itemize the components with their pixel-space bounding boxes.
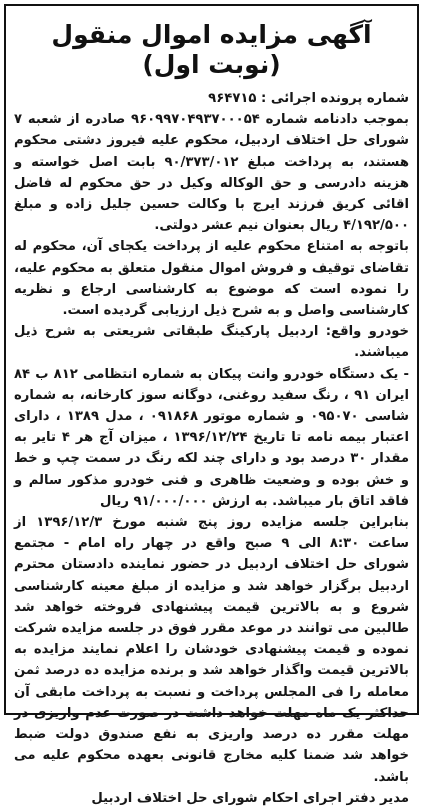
notice-frame (4, 4, 419, 806)
paragraph-request: باتوجه به امتناع محکوم علیه از پرداخت یکجای آن، محکوم له تقاضای توقیف و فروش اموال منقول متعلق به محکوم علیه، را نموده است که موضوع به کارشناسی ارجاع و نظریه کارشناسی واصل و به شرح ذیل ارزیابی گردیده است. (14, 239, 409, 319)
signature: مدیر دفتر اجرای احکام شورای حل اختلاف اردبیل (91, 790, 409, 806)
notice-body (14, 88, 409, 809)
paragraph-vehicle: - یک دستگاه خودرو وانت پیکان به شماره انتظامی ۸۱۲ ب ۸۴ ایران ۹۱ ، رنگ سفید روغنی، دوگانه سوز کارخانه، به شماره شاسی ۰۹۵۰۷۰ و شماره موتور ۰۹۱۸۶۸ ، مدل ۱۳۸۹ ، دارای اعتبار بیمه نامه تا تاریخ ۱۳۹۶/۱۲/۲۴ ، میزان آج هر ۴ تایر به مقدار ۳۰ درصد بود و دارای چند لکه رنگ در سمت چپ و خط و خش بوده و وضعیت ظاهری و فنی خودرو مذکور سالم و فاقد اتاق بار میباشد. به ارزش ۹۱/۰۰۰/۰۰۰ ریال (14, 366, 410, 509)
paragraph-judgment: بموجب دادنامه شماره ۹۶۰۹۹۷۰۴۹۳۷۰۰۰۵۴ صادره از شعبه ۷ شورای حل اختلاف اردبیل، محکوم علیه فیروز دشتی محکوم هستند، به پرداخت مبلغ ۹۰/۳۷۳/۰۱۲ بابت اصل خواسته و هزینه دادرسی و حق الوکاله وکیل در حق محکوم له فاضل اقائی کریق فرزند ایرج با وکالت حسین جلیل زاده و مبلغ ۴/۱۹۲/۵۰۰ ریال بعنوان نیم عشر دولتی. (14, 112, 410, 234)
paragraph-location: خودرو واقع: اردبیل پارکینگ طبقاتی شریعتی به شرح ذیل میباشند. (14, 324, 409, 361)
file-number: شماره پرونده اجرائی : ۹۶۴۷۱۵ (208, 91, 409, 106)
notice-title: آگهی مزایده اموال منقول (نوبت اول) (51, 20, 372, 79)
paragraph-auction: بنابراین جلسه مزایده روز پنج شنبه مورخ ۱۳۹۶/۱۲/۳ از ساعت ۸:۳۰ الی ۹ صبح واقع در چهار راه امام - مجتمع شورای حل اختلاف اردبیل در حضور نماینده دادستان محترم اردبیل برگزار خواهد شد و مزایده از مبلغ معینه کارشناسی شروع و به بالاترین قیمت پیشنهادی فروخته خواهد شد طالبین می توانند در موعد مقرر فوق در جلسه مزایده شرکت نموده و قیمت پیشنهادی خودشان را اعلام نمایند مزایده به بالاترین قیمت واگذار خواهد شد و برنده مزایده ده درصد ثمن معامله را فی المجلس پرداخت و نسبت به پرداخت مابقی آن حداکثر یک ماه مهلت خواهد داشت در صورت عدم واریزی در مهلت مقرر ده درصد واریزی به نفع صندوق دولت ضبط خواهد شد ضمنا کلیه مخارج قانونی بعهده محکوم علیه می باشد. (14, 515, 409, 785)
